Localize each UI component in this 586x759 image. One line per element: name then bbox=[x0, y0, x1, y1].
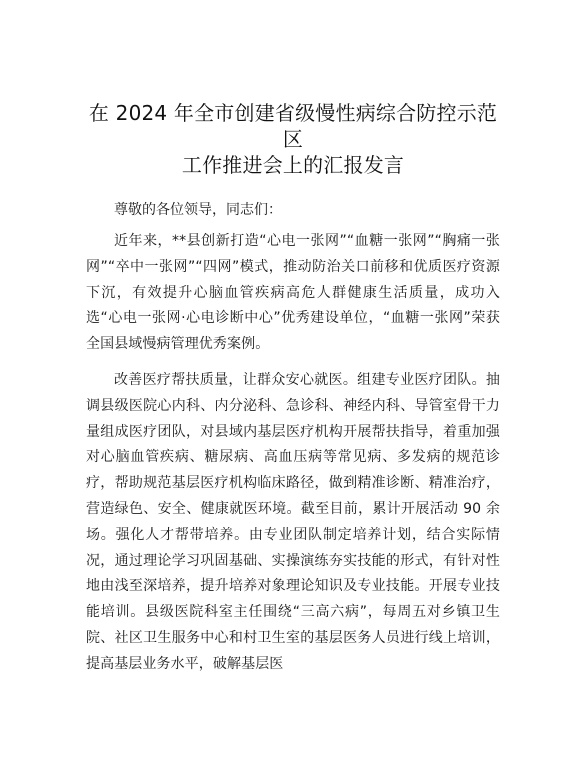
paragraph-medical-support: 改善医疗帮扶质量，让群众安心就医。组建专业医疗团队。抽调县级医院心内科、内分泌科、急诊科、神经内科、导管室骨干力量组成医疗团队，对县域内基层医疗机构开展帮扶指导，着重加强对心脑血管疾病、糖尿病、高血压病等常见病、多发病的规范诊疗，帮助规范基层医疗机构临床路径，做到精准诊断、精准治疗，营造绿色、安全、健康就医环境。截至目前，累计开展活动 90 余场。强化人才帮带培养。由专业团队制定培养计划，结合实际情况，通过理论学习巩固基础、实操演练夯实技能的形式，有针对性地由浅至深培养，提升培养对象理论知识及专业技能。开展专业技能培训。县级医院科室主任围绕“三高六病”，每周五对乡镇卫生院、社区卫生服务中心和村卫生室的基层医务人员进行线上培训，提高基层业务水平，破解基层医 bbox=[86, 371, 500, 672]
document-title bbox=[86, 100, 500, 178]
title-line-2: 工作推进会上的汇报发言 bbox=[181, 153, 405, 177]
title-line-1: 在 2024 年全市创建省级慢性病综合防控示范区 bbox=[88, 101, 498, 151]
salutation: 尊敬的各位领导，同志们： bbox=[114, 202, 282, 218]
paragraph-intro: 近年来，**县创新打造“心电一张网”“血糖一张网”“胸痛一张网”“卒中一张网”“四网”模式，推动防治关口前移和优质医疗资源下沉，有效提升心脑血管疾病高危人群健康生活质量，成功入选“心电一张网·心电诊断中心”优秀建设单位，“血糖一张网”荣获全国县域慢病管理优秀案例。 bbox=[86, 233, 500, 353]
